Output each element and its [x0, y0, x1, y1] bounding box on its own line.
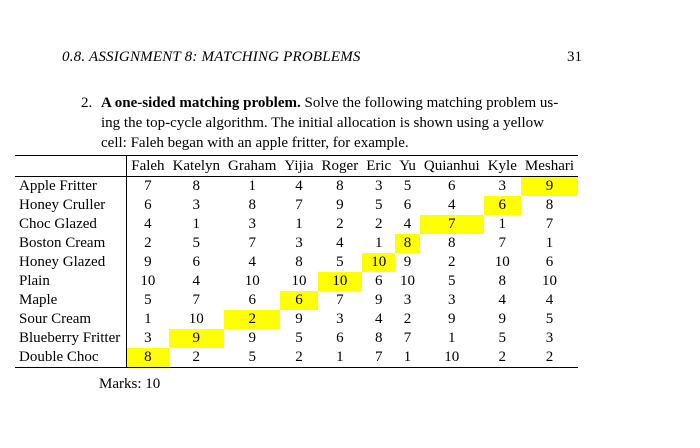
table-row [15, 177, 578, 197]
column-header: Yu [395, 156, 420, 177]
table-cell: 3 [248, 216, 256, 232]
table-cell: 4 [336, 235, 344, 251]
table-cell: 9 [403, 254, 412, 270]
initial-allocation-cell: 8 [127, 348, 169, 368]
table-cell: 10 [541, 273, 557, 289]
table-cell: 8 [192, 178, 201, 194]
table-cell: 10 [140, 273, 156, 289]
initial-allocation-cell: 6 [280, 291, 317, 310]
table-row [15, 329, 578, 348]
table-cell: 5 [403, 178, 412, 194]
table-cell: 3 [498, 178, 507, 194]
table-row [15, 272, 578, 291]
row-label: Honey Cruller [15, 196, 127, 215]
initial-allocation-cell: 9 [169, 329, 224, 348]
table-cell: 4 [248, 254, 256, 270]
table-cell: 4 [545, 292, 554, 308]
table-cell: 4 [403, 216, 412, 232]
table-cell: 5 [545, 311, 554, 327]
table-cell: 4 [374, 311, 383, 327]
table-cell: 8 [248, 197, 256, 213]
table-cell: 1 [336, 349, 344, 365]
table-cell: 10 [494, 254, 510, 270]
initial-allocation-cell: 2 [224, 310, 280, 329]
table-cell: 4 [295, 178, 303, 194]
row-label: Double Choc [15, 348, 127, 368]
table-row [15, 348, 578, 368]
table-cell: 8 [374, 330, 383, 346]
table-cell: 5 [448, 273, 456, 289]
table-cell: 5 [295, 330, 303, 346]
table-row [15, 310, 578, 329]
table-cell: 2 [545, 349, 554, 365]
column-header: Quianhui [420, 156, 484, 177]
table-cell: 8 [498, 273, 507, 289]
table-row [15, 234, 578, 253]
table-cell: 3 [192, 197, 201, 213]
column-header: Kyle [484, 156, 521, 177]
table-cell: 1 [192, 216, 201, 232]
table-cell: 2 [374, 216, 383, 232]
table-cell: 8 [295, 254, 303, 270]
column-header: Roger [318, 156, 363, 177]
table-cell: 9 [374, 292, 383, 308]
row-label: Blueberry Fritter [15, 329, 127, 348]
table-cell: 8 [336, 178, 344, 194]
table-cell: 10 [400, 273, 416, 289]
table-cell: 9 [248, 330, 256, 346]
table-cell: 6 [545, 254, 554, 270]
table-cell: 6 [403, 197, 412, 213]
table-cell: 6 [374, 273, 383, 289]
table-cell: 4 [448, 197, 456, 213]
table-row [15, 215, 578, 234]
table-cell: 7 [498, 235, 507, 251]
row-label: Apple Fritter [15, 177, 127, 197]
table-cell: 9 [448, 311, 456, 327]
column-header: Graham [224, 156, 280, 177]
initial-allocation-cell: 9 [521, 177, 578, 197]
table-cell: 1 [448, 330, 456, 346]
problem-statement [83, 93, 603, 153]
table-cell: 6 [448, 178, 456, 194]
table-cell: 6 [248, 292, 256, 308]
table-cell: 7 [248, 235, 256, 251]
table-row [15, 196, 578, 215]
table-cell: 3 [144, 330, 152, 346]
initial-allocation-cell: 8 [395, 234, 420, 253]
table-cell: 7 [295, 197, 303, 213]
row-label: Choc Glazed [15, 215, 127, 234]
row-label: Boston Cream [15, 234, 127, 253]
row-label: Honey Glazed [15, 253, 127, 272]
table-cell: 2 [498, 349, 507, 365]
table-cell: 7 [192, 292, 201, 308]
table-cell: 9 [336, 197, 344, 213]
initial-allocation-cell: 7 [420, 215, 484, 234]
column-header: Faleh [127, 156, 169, 177]
table-cell: 9 [144, 254, 152, 270]
table-cell: 1 [374, 235, 383, 251]
table-cell: 10 [291, 273, 307, 289]
problem-text-line2: ing the top-cycle algorithm. The initial allocation is shown using a yellow [101, 115, 544, 131]
table-cell: 2 [403, 311, 412, 327]
column-header: Katelyn [169, 156, 224, 177]
table-cell: 3 [336, 311, 344, 327]
table-cell: 10 [188, 311, 204, 327]
table-cell: 4 [498, 292, 507, 308]
table-cell: 7 [336, 292, 344, 308]
table-cell: 7 [144, 178, 152, 194]
initial-allocation-cell: 10 [362, 253, 395, 272]
table-cell: 9 [498, 311, 507, 327]
table-cell: 3 [403, 292, 412, 308]
table-cell: 3 [374, 178, 383, 194]
table-body [15, 177, 578, 368]
problem-number: 2. [81, 95, 93, 111]
table-cell: 3 [545, 330, 554, 346]
table-cell: 5 [192, 235, 201, 251]
table-cell: 5 [498, 330, 507, 346]
table-cell: 10 [444, 349, 460, 365]
table-cell: 5 [144, 292, 152, 308]
table-cell: 3 [448, 292, 456, 308]
table-cell: 3 [295, 235, 303, 251]
table-cell: 4 [144, 216, 152, 232]
initial-allocation-cell: 10 [318, 272, 363, 291]
table-cell: 5 [336, 254, 344, 270]
table-cell: 6 [192, 254, 201, 270]
column-header: Meshari [521, 156, 578, 177]
table-cell: 2 [295, 349, 303, 365]
initial-allocation-cell: 6 [484, 196, 521, 215]
table-cell: 6 [144, 197, 152, 213]
table-cell: 1 [403, 349, 412, 365]
column-header: Yijia [280, 156, 317, 177]
row-label: Plain [15, 272, 127, 291]
table-cell: 2 [192, 349, 201, 365]
row-label: Maple [15, 291, 127, 310]
table-cell: 1 [248, 178, 256, 194]
marks-label: Marks: 10 [99, 376, 161, 392]
table-cell: 2 [448, 254, 456, 270]
column-header: Eric [362, 156, 395, 177]
table-cell: 2 [144, 235, 152, 251]
table-header-row [15, 156, 578, 177]
problem-text-line3: cell: Faleh began with an apple fritter, for example. [101, 135, 409, 151]
table-cell: 7 [545, 216, 554, 232]
table-cell: 1 [144, 311, 152, 327]
table-cell: 5 [248, 349, 256, 365]
section-title: 0.8. ASSIGNMENT 8: MATCHING PROBLEMS [62, 49, 361, 65]
table-cell: 7 [403, 330, 412, 346]
table-corner-cell [15, 156, 127, 177]
table-cell: 9 [295, 311, 303, 327]
table-cell: 5 [374, 197, 383, 213]
row-label: Sour Cream [15, 310, 127, 329]
table-cell: 1 [498, 216, 507, 232]
table-cell: 7 [374, 349, 383, 365]
table-cell: 10 [244, 273, 260, 289]
table-cell: 6 [336, 330, 344, 346]
table-cell: 4 [192, 273, 201, 289]
table-cell: 1 [295, 216, 303, 232]
table-cell: 1 [545, 235, 554, 251]
problem-body [101, 93, 603, 153]
page-number: 31 [567, 49, 582, 65]
table-cell: 2 [336, 216, 344, 232]
table-cell: 8 [448, 235, 456, 251]
preference-table [15, 155, 578, 368]
table-row [15, 253, 578, 272]
problem-text-line1: Solve the following matching problem us- [304, 95, 559, 111]
problem-title: A one-sided matching problem. [101, 95, 301, 111]
table-row [15, 291, 578, 310]
table-cell: 8 [545, 197, 554, 213]
